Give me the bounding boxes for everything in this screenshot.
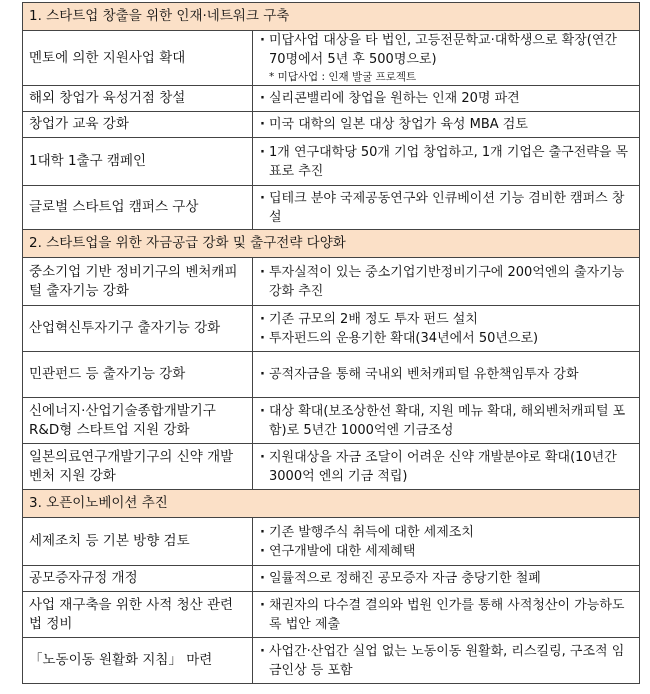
section-header-row (23, 490, 640, 518)
section-title: 2. 스타트업을 위한 자금공급 강화 및 출구전략 다양화 (23, 230, 640, 258)
row-detail (253, 258, 640, 306)
row-detail (253, 518, 640, 566)
table-row (23, 186, 640, 230)
row-label: 공모증자규정 개정 (23, 566, 253, 592)
row-label: 민관펀드 등 출자기능 강화 (23, 352, 253, 398)
table-row (23, 31, 640, 86)
detail-bullet: · 투자실적이 있는 중소기업기반정비기구에 200억엔의 출자기능 강화 추진 (259, 263, 633, 301)
table-row (23, 444, 640, 490)
table-row (23, 86, 640, 112)
section-title: 1. 스타트업 창출을 위한 인재·네트워크 구축 (23, 3, 640, 31)
row-detail (253, 306, 640, 352)
policy-table-body (23, 3, 640, 684)
row-label: 일본의료연구개발기구의 신약 개발벤처 지원 강화 (23, 444, 253, 490)
detail-bullet: · 기존 규모의 2배 정도 투자 펀드 설치 (259, 310, 633, 329)
detail-bullet: · 실리콘밸리에 창업을 원하는 인재 20명 파견 (259, 89, 633, 108)
row-label: 중소기업 기반 정비기구의 벤처캐피털 출자기능 강화 (23, 258, 253, 306)
section-header-row (23, 3, 640, 31)
table-row (23, 306, 640, 352)
row-label: 사업 재구축을 위한 사적 청산 관련법 정비 (23, 592, 253, 638)
table-row (23, 566, 640, 592)
detail-bullet: · 1개 연구대학당 50개 기업 창업하고, 1개 기업은 출구전략을 목표로 추진 (259, 143, 633, 181)
detail-bullet: · 미국 대학의 일본 대상 창업가 육성 MBA 검토 (259, 115, 633, 134)
row-label: 「노동이동 원활화 지침」 마련 (23, 638, 253, 684)
row-label: 해외 창업가 육성거점 창설 (23, 86, 253, 112)
row-label: 멘토에 의한 지원사업 확대 (23, 31, 253, 86)
row-detail (253, 566, 640, 592)
row-detail (253, 31, 640, 86)
row-detail (253, 112, 640, 138)
detail-bullet: · 딥테크 분야 국제공동연구와 인큐베이션 기능 겸비한 캠퍼스 창설 (259, 189, 633, 227)
table-row (23, 592, 640, 638)
row-detail (253, 444, 640, 490)
detail-bullet: · 지원대상을 자금 조달이 어려운 신약 개발분야로 확대(10년간 3000억 엔의 기금 적립) (259, 448, 633, 486)
table-row (23, 112, 640, 138)
detail-bullet: · 기존 발행주식 취득에 대한 세제조치 (259, 523, 633, 542)
detail-bullet: · 투자펀드의 운용기한 확대(34년에서 50년으로) (259, 329, 633, 348)
row-detail (253, 138, 640, 186)
row-label: 글로벌 스타트업 캠퍼스 구상 (23, 186, 253, 230)
row-detail (253, 86, 640, 112)
section-title: 3. 오픈이노베이션 추진 (23, 490, 640, 518)
row-detail (253, 352, 640, 398)
table-row (23, 518, 640, 566)
table-row (23, 138, 640, 186)
detail-bullet: · 대상 확대(보조상한선 확대, 지원 메뉴 확대, 해외벤처캐피털 포함)로 5년간 1000억엔 기금조성 (259, 402, 633, 440)
row-label: 산업혁신투자기구 출자기능 강화 (23, 306, 253, 352)
row-label: 1대학 1출구 캠페인 (23, 138, 253, 186)
detail-bullet: · 사업간·산업간 실업 없는 노동이동 원활화, 리스킬링, 구조적 임금인상 등 포함 (259, 642, 633, 680)
row-detail (253, 398, 640, 444)
detail-bullet: · 연구개발에 대한 세제혜택 (259, 542, 633, 561)
row-label: 신에너지·산업기술종합개발기구 R&D형 스타트업 지원 강화 (23, 398, 253, 444)
detail-bullet: · 채권자의 다수결 결의와 법원 인가를 통해 사적청산이 가능하도록 법안 제출 (259, 596, 633, 634)
row-label: 세제조치 등 기본 방향 검토 (23, 518, 253, 566)
policy-table (22, 2, 640, 684)
table-row (23, 638, 640, 684)
table-row (23, 258, 640, 306)
detail-footnote: * 미답사업 : 인재 발굴 프로젝트 (269, 71, 417, 83)
detail-bullet: · 미답사업 대상을 타 법인, 고등전문학교·대학생으로 확장(연간 70명에서 5년 후 500명으로) (259, 31, 633, 69)
table-row (23, 398, 640, 444)
table-row (23, 352, 640, 398)
detail-bullet: · 공적자금을 통해 국내외 벤처캐피털 유한책임투자 강화 (259, 365, 633, 384)
detail-bullet: · 일률적으로 정해진 공모증자 자금 충당기한 철폐 (259, 569, 633, 588)
row-label: 창업가 교육 강화 (23, 112, 253, 138)
section-header-row (23, 230, 640, 258)
row-detail (253, 592, 640, 638)
row-detail (253, 186, 640, 230)
row-detail (253, 638, 640, 684)
